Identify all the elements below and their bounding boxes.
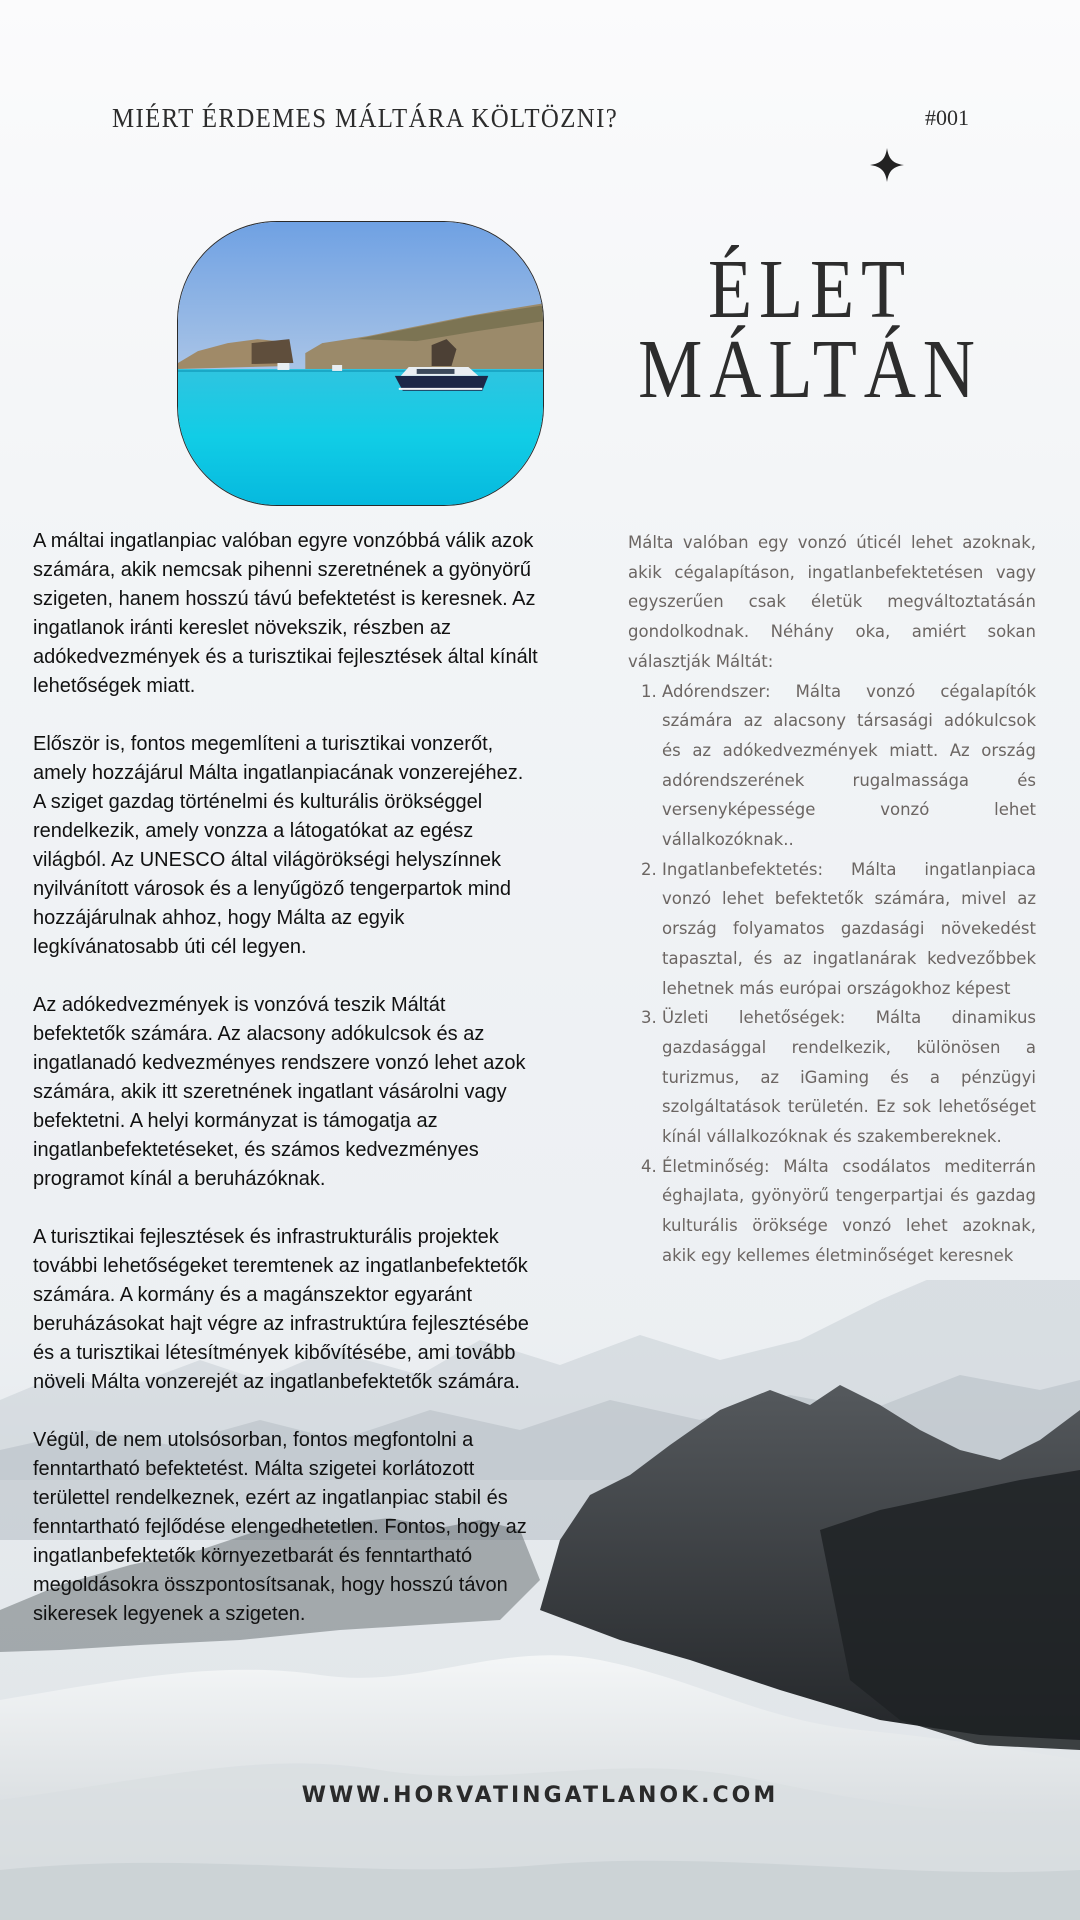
website-url[interactable]: WWW.HORVATINGATLANOK.COM xyxy=(301,1783,779,1808)
reason-item: 2. Ingatlanbefektetés: Málta ingatlanpiaca vonzó lehet befektetők számára, mivel az ország folyamatos gazdasági növekedést tapasztal, és az ingatlanárak kedvezőbbek lehetnek más európai országokhoz képest xyxy=(662,855,1036,1004)
main-title xyxy=(638,243,982,416)
article-paragraph: Először is, fontos megemlíteni a turisztikai vonzerőt, amely hozzájárul Málta ingatlanpiacának vonzerejéhez. A sziget gazdag történelmi és kulturális örökséggel rendelkezik, amely vonzza a látogatókat az egész világból. Az UNESCO által világörökségi helyszínnek nyilvánított városok és a lenyűgöző tengerpartok mind hozzájárulnak ahhoz, hogy Málta az egyik legkívánatosabb úti cél legyen. xyxy=(33,733,524,958)
title-line-2: MÁLTÁN xyxy=(638,323,982,416)
article-paragraph: Az adókedvezmények is vonzóvá teszik Máltát befektetők számára. Az alacsony adókulcsok és az ingatlanadó kedvezményes rendszere vonzó lehet azok számára, akik itt szeretnének ingatlant vásárolni vagy befektetni. A helyi kormányzat is támogatja az ingatlanbefektetéseket, és számos kedvezményes programot kínál a beruházóknak. xyxy=(33,994,526,1190)
reason-item: 4. Életminőség: Málta csodálatos mediterrán éghajlata, gyönyörű tengerpartjai és gazdag kulturális öröksége vonzó lehet azoknak, akik egy kellemes életminőséget keresnek xyxy=(662,1152,1036,1271)
reasons-list xyxy=(628,677,1036,1271)
reasons-intro: Málta valóban egy vonzó úticél lehet azoknak, akik cégalapításon, ingatlanbefektetésen vagy egyszerűen csak életük megváltoztatásán gondolkodnak. Néhány oka, amiért sokan választják Máltát: xyxy=(628,533,1036,671)
four-point-star-icon xyxy=(870,148,904,182)
reason-item: 3. Üzleti lehetőségek: Málta dinamikus gazdasággal rendelkezik, különösen a turizmus, az iGaming és a pénzügyi szolgáltatások területén. Ez sok lehetőséget kínál vállalkozóknak és szakembereknek. xyxy=(662,1003,1036,1152)
malta-bay-photo xyxy=(177,221,544,506)
issue-number: #001 xyxy=(925,105,969,130)
title-line-1: ÉLET xyxy=(707,243,913,336)
right-reasons-column xyxy=(628,528,1036,1271)
section-heading: MIÉRT ÉRDEMES MÁLTÁRA KÖLTÖZNI? xyxy=(112,103,619,133)
reason-item: 1. Adórendszer: Málta vonzó cégalapítók számára az alacsony társasági adókulcsok és az adókedvezmények miatt. Az ország adórendszerének rugalmassága és versenyképessége vonzó lehet vállalkozóknak.. xyxy=(662,677,1036,855)
article-paragraph: A turisztikai fejlesztések és infrastrukturális projektek további lehetőségeket teremtenek az ingatlanbefektetők számára. A kormány és a magánszektor egyaránt beruházásokat hajt végre az infrastruktúra fejlesztésébe és a turisztikai létesítmények kibővítésébe, ami tovább növeli Málta vonzerejét az ingatlanbefektetők számára. xyxy=(33,1226,529,1393)
left-article-column xyxy=(33,527,538,1658)
article-paragraph: Végül, de nem utolsósorban, fontos megfontolni a fenntartható befektetést. Málta szigetei korlátozott területtel rendelkeznek, ezért az ingatlanpiac stabil és fenntartható fejlődése elengedhetetlen. Fontos, hogy az ingatlanbefektetők környezetbarát és fenntartható megoldásokra összpontosítsanak, hogy hosszú távon sikeresek legyenek a szigeten. xyxy=(33,1429,527,1625)
article-paragraph: A máltai ingatlanpiac valóban egyre vonzóbbá válik azok számára, akik nemcsak pihenni szeretnének a gyönyörű szigeten, hanem hosszú távú befektetést is keresnek. Az ingatlanok iránti kereslet növekszik, részben az adókedvezmények és a turisztikai fejlesztések által kínált lehetőségek miatt. xyxy=(33,530,538,697)
